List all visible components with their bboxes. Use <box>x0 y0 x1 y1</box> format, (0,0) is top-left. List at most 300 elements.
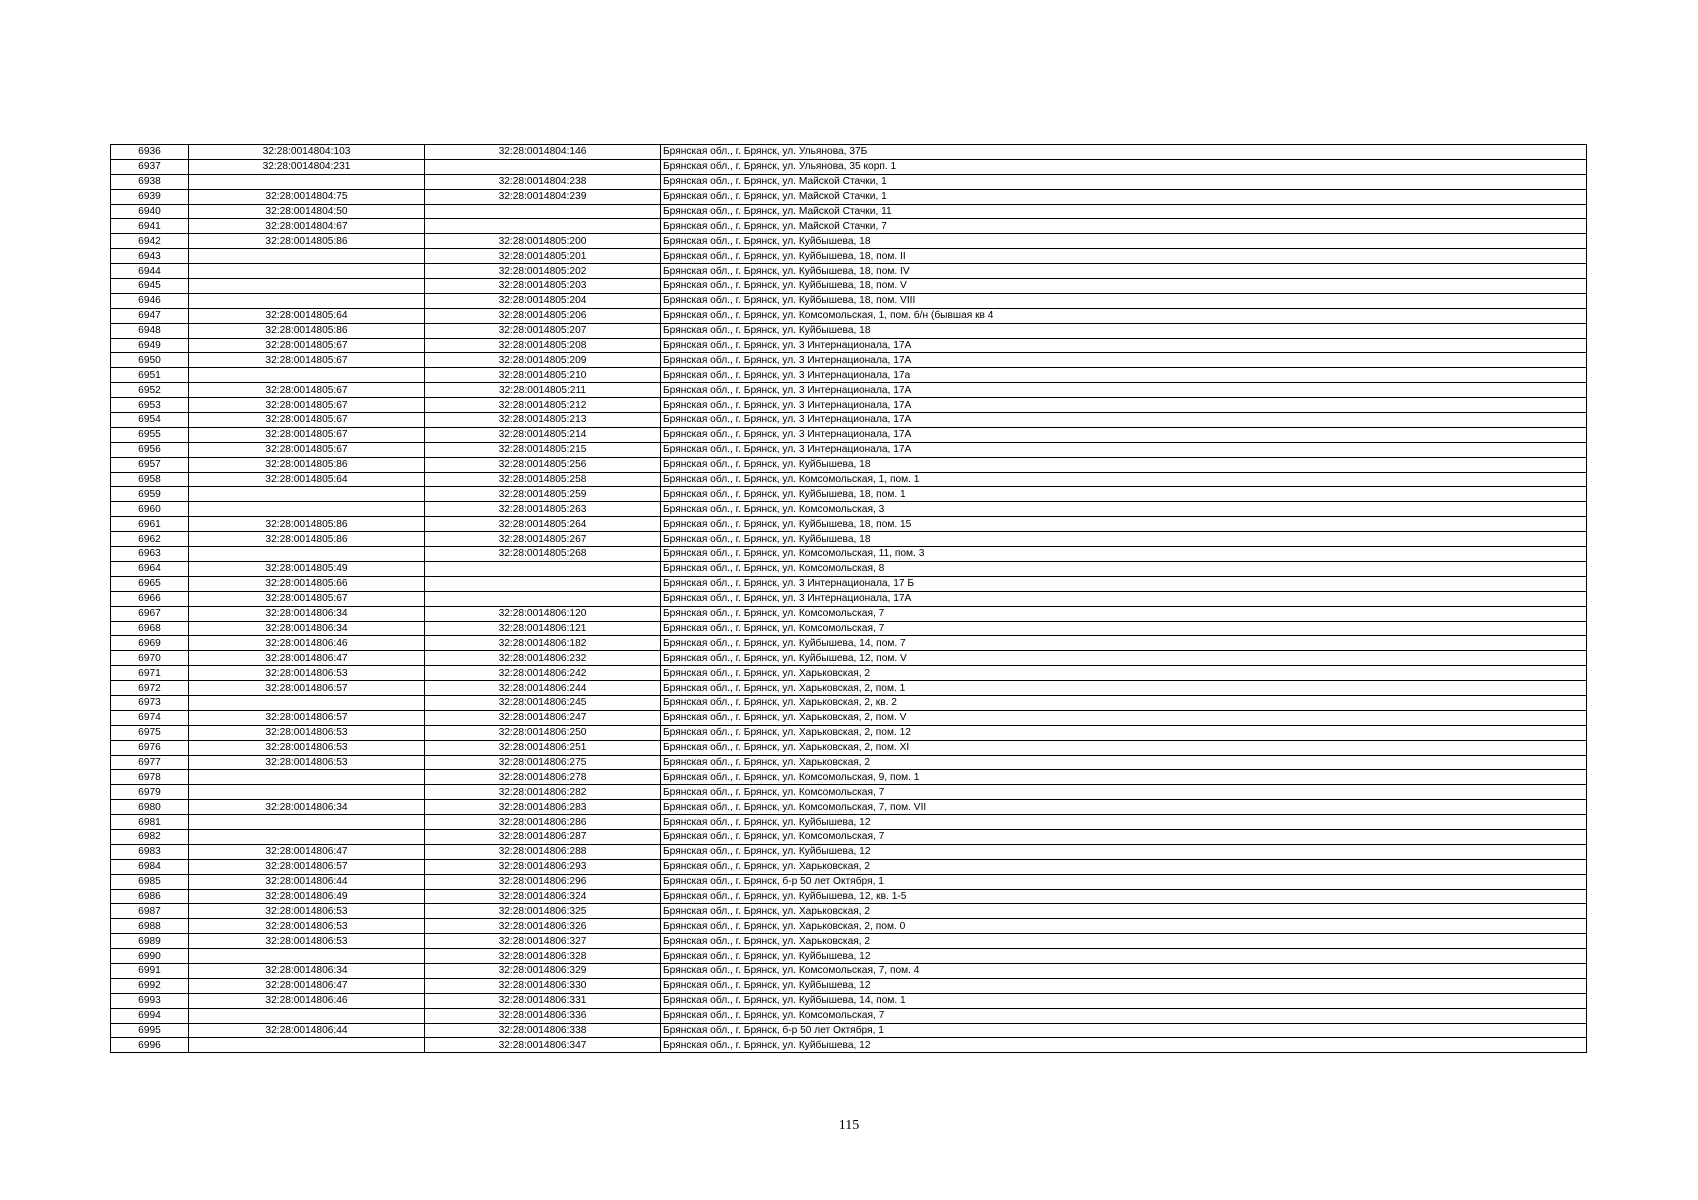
object-cadastral-number-cell: 32:28:0014806:336 <box>425 1008 661 1023</box>
object-cadastral-number-cell: 32:28:0014805:202 <box>425 264 661 279</box>
object-cadastral-number-cell <box>425 219 661 234</box>
table-row <box>111 874 1587 889</box>
address-cell: Брянская обл., г. Брянск, ул. Комсомольская, 11, пом. 3 <box>661 547 1587 562</box>
parcel-cadastral-number-cell: 32:28:0014806:44 <box>189 874 425 889</box>
parcel-cadastral-number-cell: 32:28:0014805:67 <box>189 353 425 368</box>
row-number-cell: 6996 <box>111 1038 189 1053</box>
table-row <box>111 383 1587 398</box>
row-number-cell: 6985 <box>111 874 189 889</box>
object-cadastral-number-cell <box>425 561 661 576</box>
row-number-cell: 6967 <box>111 606 189 621</box>
row-number-cell: 6960 <box>111 502 189 517</box>
address-cell: Брянская обл., г. Брянск, ул. Майской Стачки, 11 <box>661 204 1587 219</box>
parcel-cadastral-number-cell: 32:28:0014804:75 <box>189 189 425 204</box>
address-cell: Брянская обл., г. Брянск, ул. Комсомольская, 8 <box>661 561 1587 576</box>
table-row <box>111 606 1587 621</box>
object-cadastral-number-cell: 32:28:0014805:204 <box>425 293 661 308</box>
parcel-cadastral-number-cell: 32:28:0014805:67 <box>189 591 425 606</box>
object-cadastral-number-cell: 32:28:0014806:232 <box>425 651 661 666</box>
object-cadastral-number-cell: 32:28:0014805:259 <box>425 487 661 502</box>
object-cadastral-number-cell: 32:28:0014805:215 <box>425 442 661 457</box>
object-cadastral-number-cell: 32:28:0014805:210 <box>425 368 661 383</box>
table-row <box>111 427 1587 442</box>
row-number-cell: 6981 <box>111 815 189 830</box>
table-row <box>111 844 1587 859</box>
parcel-cadastral-number-cell <box>189 1038 425 1053</box>
row-number-cell: 6993 <box>111 993 189 1008</box>
address-cell: Брянская обл., г. Брянск, ул. 3 Интернационала, 17А <box>661 442 1587 457</box>
row-number-cell: 6952 <box>111 383 189 398</box>
row-number-cell: 6974 <box>111 710 189 725</box>
parcel-cadastral-number-cell: 32:28:0014804:50 <box>189 204 425 219</box>
parcel-cadastral-number-cell: 32:28:0014806:53 <box>189 666 425 681</box>
address-cell: Брянская обл., г. Брянск, ул. Куйбышева, 12 <box>661 1038 1587 1053</box>
address-cell: Брянская обл., г. Брянск, ул. Ульянова, 35 корп. 1 <box>661 159 1587 174</box>
object-cadastral-number-cell: 32:28:0014805:206 <box>425 308 661 323</box>
table-row <box>111 725 1587 740</box>
table-row <box>111 502 1587 517</box>
object-cadastral-number-cell: 32:28:0014806:347 <box>425 1038 661 1053</box>
parcel-cadastral-number-cell: 32:28:0014806:47 <box>189 844 425 859</box>
table-row <box>111 145 1587 160</box>
object-cadastral-number-cell: 32:28:0014805:200 <box>425 234 661 249</box>
address-cell: Брянская обл., г. Брянск, ул. Комсомольская, 7 <box>661 829 1587 844</box>
address-cell: Брянская обл., г. Брянск, ул. Куйбышева, 18 <box>661 323 1587 338</box>
table-row <box>111 398 1587 413</box>
address-cell: Брянская обл., г. Брянск, ул. Харьковская, 2, пом. 1 <box>661 681 1587 696</box>
table-row <box>111 1008 1587 1023</box>
row-number-cell: 6959 <box>111 487 189 502</box>
row-number-cell: 6991 <box>111 963 189 978</box>
parcel-cadastral-number-cell: 32:28:0014806:53 <box>189 934 425 949</box>
object-cadastral-number-cell: 32:28:0014806:327 <box>425 934 661 949</box>
parcel-cadastral-number-cell: 32:28:0014805:67 <box>189 413 425 428</box>
address-cell: Брянская обл., г. Брянск, ул. Ульянова, 37Б <box>661 145 1587 160</box>
table-row <box>111 666 1587 681</box>
parcel-cadastral-number-cell <box>189 368 425 383</box>
row-number-cell: 6940 <box>111 204 189 219</box>
address-cell: Брянская обл., г. Брянск, ул. Куйбышева, 12 <box>661 844 1587 859</box>
table-row <box>111 368 1587 383</box>
object-cadastral-number-cell: 32:28:0014806:275 <box>425 755 661 770</box>
address-cell: Брянская обл., г. Брянск, ул. Харьковская, 2, пом. 12 <box>661 725 1587 740</box>
address-cell: Брянская обл., г. Брянск, ул. Куйбышева, 18, пом. VIII <box>661 293 1587 308</box>
parcel-cadastral-number-cell <box>189 695 425 710</box>
parcel-cadastral-number-cell <box>189 1008 425 1023</box>
table-row <box>111 785 1587 800</box>
object-cadastral-number-cell: 32:28:0014806:242 <box>425 666 661 681</box>
parcel-cadastral-number-cell: 32:28:0014806:53 <box>189 919 425 934</box>
address-cell: Брянская обл., г. Брянск, ул. Куйбышева, 14, пом. 1 <box>661 993 1587 1008</box>
parcel-cadastral-number-cell: 32:28:0014806:47 <box>189 978 425 993</box>
parcel-cadastral-number-cell: 32:28:0014806:47 <box>189 651 425 666</box>
address-cell: Брянская обл., г. Брянск, ул. 3 Интернационала, 17А <box>661 383 1587 398</box>
object-cadastral-number-cell: 32:28:0014806:283 <box>425 800 661 815</box>
table-row <box>111 978 1587 993</box>
object-cadastral-number-cell: 32:28:0014806:293 <box>425 859 661 874</box>
address-cell: Брянская обл., г. Брянск, ул. Куйбышева, 18, пом. IV <box>661 264 1587 279</box>
row-number-cell: 6957 <box>111 457 189 472</box>
table-row <box>111 174 1587 189</box>
object-cadastral-number-cell: 32:28:0014806:338 <box>425 1023 661 1038</box>
object-cadastral-number-cell <box>425 576 661 591</box>
table-row <box>111 442 1587 457</box>
address-cell: Брянская обл., г. Брянск, ул. 3 Интернационала, 17А <box>661 353 1587 368</box>
parcel-cadastral-number-cell: 32:28:0014806:53 <box>189 755 425 770</box>
object-cadastral-number-cell: 32:28:0014806:278 <box>425 770 661 785</box>
table-row <box>111 279 1587 294</box>
address-cell: Брянская обл., г. Брянск, ул. Харьковская, 2 <box>661 859 1587 874</box>
row-number-cell: 6964 <box>111 561 189 576</box>
address-cell: Брянская обл., г. Брянск, ул. Комсомольская, 7, пом. VII <box>661 800 1587 815</box>
table-row <box>111 636 1587 651</box>
parcel-cadastral-number-cell: 32:28:0014806:34 <box>189 800 425 815</box>
object-cadastral-number-cell <box>425 591 661 606</box>
parcel-cadastral-number-cell: 32:28:0014806:46 <box>189 993 425 1008</box>
row-number-cell: 6938 <box>111 174 189 189</box>
parcel-cadastral-number-cell: 32:28:0014805:86 <box>189 532 425 547</box>
table-row <box>111 204 1587 219</box>
address-cell: Брянская обл., г. Брянск, ул. 3 Интернационала, 17а <box>661 368 1587 383</box>
page-number: 115 <box>838 1118 860 1133</box>
parcel-cadastral-number-cell: 32:28:0014806:53 <box>189 740 425 755</box>
address-cell: Брянская обл., г. Брянск, ул. Харьковская, 2 <box>661 904 1587 919</box>
table-row <box>111 621 1587 636</box>
table-row <box>111 829 1587 844</box>
row-number-cell: 6990 <box>111 949 189 964</box>
table-row <box>111 1023 1587 1038</box>
parcel-cadastral-number-cell: 32:28:0014806:49 <box>189 889 425 904</box>
parcel-cadastral-number-cell: 32:28:0014804:67 <box>189 219 425 234</box>
parcel-cadastral-number-cell <box>189 547 425 562</box>
object-cadastral-number-cell: 32:28:0014806:288 <box>425 844 661 859</box>
row-number-cell: 6953 <box>111 398 189 413</box>
row-number-cell: 6943 <box>111 249 189 264</box>
row-number-cell: 6947 <box>111 308 189 323</box>
object-cadastral-number-cell: 32:28:0014806:296 <box>425 874 661 889</box>
address-cell: Брянская обл., г. Брянск, ул. Майской Стачки, 1 <box>661 189 1587 204</box>
object-cadastral-number-cell: 32:28:0014806:182 <box>425 636 661 651</box>
object-cadastral-number-cell: 32:28:0014805:208 <box>425 338 661 353</box>
table-row <box>111 889 1587 904</box>
parcel-cadastral-number-cell: 32:28:0014806:34 <box>189 963 425 978</box>
table-row <box>111 576 1587 591</box>
parcel-cadastral-number-cell: 32:28:0014806:53 <box>189 904 425 919</box>
object-cadastral-number-cell: 32:28:0014806:244 <box>425 681 661 696</box>
parcel-cadastral-number-cell: 32:28:0014805:67 <box>189 442 425 457</box>
address-cell: Брянская обл., г. Брянск, ул. Куйбышева, 18 <box>661 234 1587 249</box>
row-number-cell: 6965 <box>111 576 189 591</box>
address-cell: Брянская обл., г. Брянск, ул. 3 Интернационала, 17А <box>661 427 1587 442</box>
object-cadastral-number-cell: 32:28:0014806:328 <box>425 949 661 964</box>
parcel-cadastral-number-cell <box>189 249 425 264</box>
parcel-cadastral-number-cell <box>189 174 425 189</box>
table-row <box>111 904 1587 919</box>
parcel-cadastral-number-cell <box>189 487 425 502</box>
row-number-cell: 6992 <box>111 978 189 993</box>
address-cell: Брянская обл., г. Брянск, ул. Харьковская, 2, пом. V <box>661 710 1587 725</box>
object-cadastral-number-cell: 32:28:0014804:239 <box>425 189 661 204</box>
row-number-cell: 6970 <box>111 651 189 666</box>
object-cadastral-number-cell: 32:28:0014806:326 <box>425 919 661 934</box>
object-cadastral-number-cell <box>425 159 661 174</box>
address-cell: Брянская обл., г. Брянск, б-р 50 лет Октября, 1 <box>661 874 1587 889</box>
row-number-cell: 6950 <box>111 353 189 368</box>
address-cell: Брянская обл., г. Брянск, ул. Куйбышева, 14, пом. 7 <box>661 636 1587 651</box>
table-row <box>111 249 1587 264</box>
object-cadastral-number-cell: 32:28:0014805:201 <box>425 249 661 264</box>
row-number-cell: 6994 <box>111 1008 189 1023</box>
object-cadastral-number-cell: 32:28:0014806:330 <box>425 978 661 993</box>
table-row <box>111 472 1587 487</box>
address-cell: Брянская обл., г. Брянск, ул. Харьковская, 2, пом. 0 <box>661 919 1587 934</box>
object-cadastral-number-cell: 32:28:0014805:267 <box>425 532 661 547</box>
row-number-cell: 6973 <box>111 695 189 710</box>
parcel-cadastral-number-cell <box>189 502 425 517</box>
table-row <box>111 681 1587 696</box>
table-row <box>111 695 1587 710</box>
object-cadastral-number-cell: 32:28:0014806:247 <box>425 710 661 725</box>
parcel-cadastral-number-cell <box>189 279 425 294</box>
row-number-cell: 6958 <box>111 472 189 487</box>
table-row <box>111 219 1587 234</box>
table-row <box>111 338 1587 353</box>
table-row <box>111 234 1587 249</box>
object-cadastral-number-cell: 32:28:0014806:245 <box>425 695 661 710</box>
parcel-cadastral-number-cell <box>189 293 425 308</box>
address-cell: Брянская обл., г. Брянск, ул. 3 Интернационала, 17А <box>661 398 1587 413</box>
object-cadastral-number-cell: 32:28:0014806:282 <box>425 785 661 800</box>
address-cell: Брянская обл., г. Брянск, б-р 50 лет Октября, 1 <box>661 1023 1587 1038</box>
row-number-cell: 6976 <box>111 740 189 755</box>
parcel-cadastral-number-cell: 32:28:0014805:67 <box>189 383 425 398</box>
address-cell: Брянская обл., г. Брянск, ул. Куйбышева, 18, пом. 1 <box>661 487 1587 502</box>
table-row <box>111 919 1587 934</box>
row-number-cell: 6966 <box>111 591 189 606</box>
table-row <box>111 159 1587 174</box>
address-cell: Брянская обл., г. Брянск, ул. Комсомольская, 7 <box>661 785 1587 800</box>
parcel-cadastral-number-cell: 32:28:0014805:49 <box>189 561 425 576</box>
table-row <box>111 934 1587 949</box>
table-row <box>111 651 1587 666</box>
table-row <box>111 293 1587 308</box>
object-cadastral-number-cell: 32:28:0014805:264 <box>425 517 661 532</box>
row-number-cell: 6980 <box>111 800 189 815</box>
address-cell: Брянская обл., г. Брянск, ул. Куйбышева, 12, кв. 1-5 <box>661 889 1587 904</box>
address-cell: Брянская обл., г. Брянск, ул. Харьковская, 2 <box>661 666 1587 681</box>
address-cell: Брянская обл., г. Брянск, ул. Комсомольская, 3 <box>661 502 1587 517</box>
table-row <box>111 859 1587 874</box>
parcel-cadastral-number-cell: 32:28:0014804:103 <box>189 145 425 160</box>
address-cell: Брянская обл., г. Брянск, ул. Куйбышева, 12 <box>661 815 1587 830</box>
registry-table <box>110 144 1587 1053</box>
table-row <box>111 755 1587 770</box>
object-cadastral-number-cell: 32:28:0014806:120 <box>425 606 661 621</box>
table-row <box>111 740 1587 755</box>
parcel-cadastral-number-cell: 32:28:0014805:67 <box>189 427 425 442</box>
row-number-cell: 6988 <box>111 919 189 934</box>
object-cadastral-number-cell: 32:28:0014804:238 <box>425 174 661 189</box>
parcel-cadastral-number-cell: 32:28:0014806:57 <box>189 710 425 725</box>
row-number-cell: 6975 <box>111 725 189 740</box>
table-row <box>111 413 1587 428</box>
object-cadastral-number-cell: 32:28:0014804:146 <box>425 145 661 160</box>
address-cell: Брянская обл., г. Брянск, ул. Куйбышева, 18 <box>661 457 1587 472</box>
row-number-cell: 6948 <box>111 323 189 338</box>
parcel-cadastral-number-cell: 32:28:0014806:57 <box>189 681 425 696</box>
row-number-cell: 6995 <box>111 1023 189 1038</box>
table-row <box>111 532 1587 547</box>
parcel-cadastral-number-cell: 32:28:0014806:46 <box>189 636 425 651</box>
row-number-cell: 6987 <box>111 904 189 919</box>
address-cell: Брянская обл., г. Брянск, ул. Харьковская, 2 <box>661 934 1587 949</box>
parcel-cadastral-number-cell: 32:28:0014805:64 <box>189 472 425 487</box>
row-number-cell: 6978 <box>111 770 189 785</box>
address-cell: Брянская обл., г. Брянск, ул. 3 Интернационала, 17А <box>661 413 1587 428</box>
row-number-cell: 6954 <box>111 413 189 428</box>
parcel-cadastral-number-cell: 32:28:0014805:64 <box>189 308 425 323</box>
address-cell: Брянская обл., г. Брянск, ул. 3 Интернационала, 17А <box>661 591 1587 606</box>
table-row <box>111 1038 1587 1053</box>
table-row <box>111 963 1587 978</box>
row-number-cell: 6977 <box>111 755 189 770</box>
address-cell: Брянская обл., г. Брянск, ул. Комсомольская, 9, пом. 1 <box>661 770 1587 785</box>
row-number-cell: 6962 <box>111 532 189 547</box>
row-number-cell: 6969 <box>111 636 189 651</box>
row-number-cell: 6951 <box>111 368 189 383</box>
parcel-cadastral-number-cell: 32:28:0014806:34 <box>189 621 425 636</box>
table-row <box>111 815 1587 830</box>
parcel-cadastral-number-cell: 32:28:0014805:86 <box>189 234 425 249</box>
row-number-cell: 6968 <box>111 621 189 636</box>
table-row <box>111 308 1587 323</box>
row-number-cell: 6972 <box>111 681 189 696</box>
row-number-cell: 6989 <box>111 934 189 949</box>
parcel-cadastral-number-cell: 32:28:0014804:231 <box>189 159 425 174</box>
object-cadastral-number-cell: 32:28:0014805:213 <box>425 413 661 428</box>
table-row <box>111 800 1587 815</box>
table-row <box>111 710 1587 725</box>
row-number-cell: 6984 <box>111 859 189 874</box>
address-cell: Брянская обл., г. Брянск, ул. Майской Стачки, 7 <box>661 219 1587 234</box>
table-row <box>111 487 1587 502</box>
parcel-cadastral-number-cell: 32:28:0014806:34 <box>189 606 425 621</box>
parcel-cadastral-number-cell: 32:28:0014805:67 <box>189 338 425 353</box>
row-number-cell: 6942 <box>111 234 189 249</box>
object-cadastral-number-cell: 32:28:0014806:287 <box>425 829 661 844</box>
table-row <box>111 949 1587 964</box>
parcel-cadastral-number-cell <box>189 785 425 800</box>
object-cadastral-number-cell: 32:28:0014806:251 <box>425 740 661 755</box>
object-cadastral-number-cell: 32:28:0014805:256 <box>425 457 661 472</box>
row-number-cell: 6937 <box>111 159 189 174</box>
address-cell: Брянская обл., г. Брянск, ул. Комсомольская, 7, пом. 4 <box>661 963 1587 978</box>
object-cadastral-number-cell: 32:28:0014806:325 <box>425 904 661 919</box>
row-number-cell: 6982 <box>111 829 189 844</box>
row-number-cell: 6944 <box>111 264 189 279</box>
parcel-cadastral-number-cell: 32:28:0014805:66 <box>189 576 425 591</box>
object-cadastral-number-cell: 32:28:0014806:250 <box>425 725 661 740</box>
parcel-cadastral-number-cell: 32:28:0014806:53 <box>189 725 425 740</box>
row-number-cell: 6971 <box>111 666 189 681</box>
object-cadastral-number-cell: 32:28:0014805:207 <box>425 323 661 338</box>
parcel-cadastral-number-cell <box>189 264 425 279</box>
object-cadastral-number-cell: 32:28:0014805:203 <box>425 279 661 294</box>
address-cell: Брянская обл., г. Брянск, ул. Куйбышева, 12 <box>661 949 1587 964</box>
row-number-cell: 6939 <box>111 189 189 204</box>
row-number-cell: 6986 <box>111 889 189 904</box>
address-cell: Брянская обл., г. Брянск, ул. Харьковская, 2 <box>661 755 1587 770</box>
row-number-cell: 6979 <box>111 785 189 800</box>
address-cell: Брянская обл., г. Брянск, ул. Харьковская, 2, пом. XI <box>661 740 1587 755</box>
object-cadastral-number-cell: 32:28:0014806:286 <box>425 815 661 830</box>
address-cell: Брянская обл., г. Брянск, ул. Комсомольская, 7 <box>661 606 1587 621</box>
object-cadastral-number-cell: 32:28:0014806:324 <box>425 889 661 904</box>
row-number-cell: 6945 <box>111 279 189 294</box>
parcel-cadastral-number-cell: 32:28:0014805:67 <box>189 398 425 413</box>
address-cell: Брянская обл., г. Брянск, ул. Куйбышева, 18 <box>661 532 1587 547</box>
object-cadastral-number-cell: 32:28:0014805:209 <box>425 353 661 368</box>
row-number-cell: 6946 <box>111 293 189 308</box>
table-row <box>111 561 1587 576</box>
table-row <box>111 993 1587 1008</box>
address-cell: Брянская обл., г. Брянск, ул. Куйбышева, 12 <box>661 978 1587 993</box>
row-number-cell: 6941 <box>111 219 189 234</box>
address-cell: Брянская обл., г. Брянск, ул. Комсомольская, 7 <box>661 621 1587 636</box>
table-row <box>111 547 1587 562</box>
address-cell: Брянская обл., г. Брянск, ул. Куйбышева, 18, пом. II <box>661 249 1587 264</box>
table-row <box>111 591 1587 606</box>
parcel-cadastral-number-cell <box>189 829 425 844</box>
parcel-cadastral-number-cell <box>189 770 425 785</box>
table-row <box>111 323 1587 338</box>
address-cell: Брянская обл., г. Брянск, ул. Куйбышева, 18, пом. V <box>661 279 1587 294</box>
row-number-cell: 6983 <box>111 844 189 859</box>
address-cell: Брянская обл., г. Брянск, ул. 3 Интернационала, 17 Б <box>661 576 1587 591</box>
object-cadastral-number-cell: 32:28:0014805:268 <box>425 547 661 562</box>
object-cadastral-number-cell: 32:28:0014806:121 <box>425 621 661 636</box>
parcel-cadastral-number-cell <box>189 949 425 964</box>
address-cell: Брянская обл., г. Брянск, ул. Майской Стачки, 1 <box>661 174 1587 189</box>
parcel-cadastral-number-cell: 32:28:0014805:86 <box>189 457 425 472</box>
parcel-cadastral-number-cell: 32:28:0014805:86 <box>189 517 425 532</box>
parcel-cadastral-number-cell <box>189 815 425 830</box>
address-cell: Брянская обл., г. Брянск, ул. Комсомольская, 1, пом. б/н (бывшая кв 4 <box>661 308 1587 323</box>
object-cadastral-number-cell: 32:28:0014805:214 <box>425 427 661 442</box>
address-cell: Брянская обл., г. Брянск, ул. Куйбышева, 18, пом. 15 <box>661 517 1587 532</box>
row-number-cell: 6949 <box>111 338 189 353</box>
object-cadastral-number-cell: 32:28:0014806:329 <box>425 963 661 978</box>
row-number-cell: 6963 <box>111 547 189 562</box>
object-cadastral-number-cell: 32:28:0014805:258 <box>425 472 661 487</box>
object-cadastral-number-cell: 32:28:0014805:211 <box>425 383 661 398</box>
parcel-cadastral-number-cell: 32:28:0014806:44 <box>189 1023 425 1038</box>
row-number-cell: 6956 <box>111 442 189 457</box>
row-number-cell: 6961 <box>111 517 189 532</box>
object-cadastral-number-cell <box>425 204 661 219</box>
address-cell: Брянская обл., г. Брянск, ул. 3 Интернационала, 17А <box>661 338 1587 353</box>
table-row <box>111 770 1587 785</box>
address-cell: Брянская обл., г. Брянск, ул. Комсомольская, 7 <box>661 1008 1587 1023</box>
table-row <box>111 353 1587 368</box>
row-number-cell: 6955 <box>111 427 189 442</box>
table-row <box>111 517 1587 532</box>
parcel-cadastral-number-cell: 32:28:0014805:86 <box>189 323 425 338</box>
object-cadastral-number-cell: 32:28:0014805:212 <box>425 398 661 413</box>
address-cell: Брянская обл., г. Брянск, ул. Куйбышева, 12, пом. V <box>661 651 1587 666</box>
parcel-cadastral-number-cell: 32:28:0014806:57 <box>189 859 425 874</box>
registry-table-body <box>111 145 1587 1053</box>
